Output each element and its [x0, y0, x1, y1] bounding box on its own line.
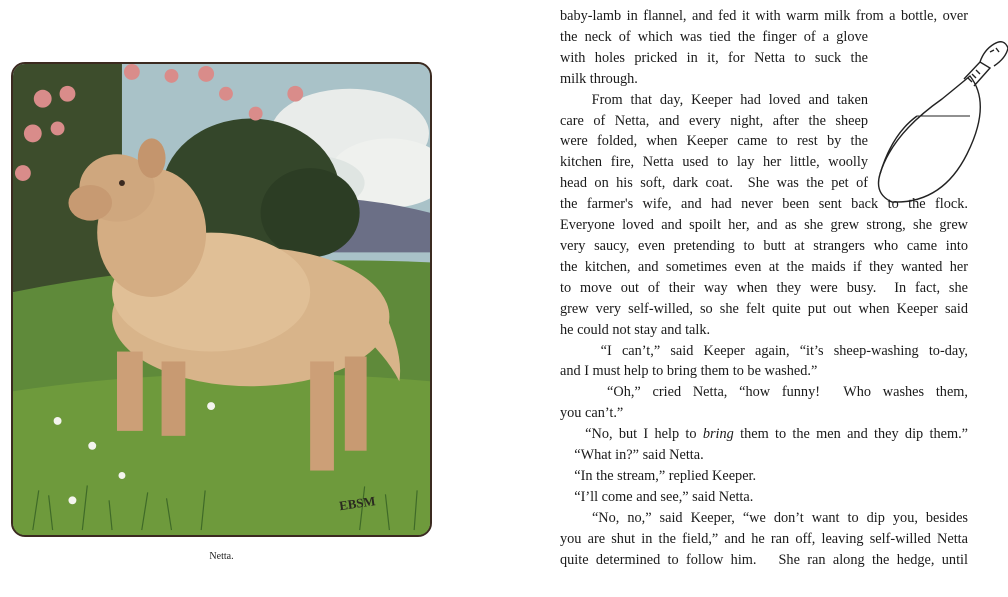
text-line: head on his soft, dark coat. She was the pet of: [560, 175, 868, 192]
text-line: baby-lamb in flannel, and fed it with warm milk from a bottle, over: [560, 8, 968, 24]
text-segment: “No, but I help to: [560, 426, 703, 443]
text-line: he could not stay and talk.: [560, 321, 711, 338]
text-line: “Oh,” cried Netta, “how funny! Who washes them,: [560, 384, 968, 401]
text-line: [560, 424, 968, 445]
text-line: “What in?” said Netta.: [560, 447, 704, 464]
text-line: From that day, Keeper had loved and taken: [560, 91, 868, 108]
text-line: the farmer's wife, and had never been sent back to the flock.: [560, 196, 968, 213]
illustration-caption: Netta.: [209, 551, 234, 562]
emphasized-word: bring: [702, 426, 734, 443]
text-line: with holes pricked in it, for Netta to suck the: [560, 49, 868, 66]
text-line: the kitchen, and sometimes even at the maids if they wanted her: [560, 258, 968, 275]
story-text: [560, 6, 968, 570]
text-line: you can’t.”: [560, 405, 624, 422]
text-line: quite determined to follow him. She ran along the hedge, until: [560, 551, 968, 568]
text-line: milk through.: [560, 70, 638, 87]
artist-signature: EBSM: [338, 494, 377, 514]
text-segment: them to the men and they dip them.”: [733, 426, 968, 443]
text-line: kitchen fire, Netta used to lay her little, woolly: [560, 154, 868, 171]
text-line: “In the stream,” replied Keeper.: [560, 467, 757, 484]
text-line: very saucy, even pretending to butt at strangers who came into: [560, 237, 968, 254]
text-line: “I can’t,” said Keeper again, “it’s sheep-washing to-day,: [560, 342, 968, 359]
text-line: you are shut in the field,” and he ran off, leaving self-willed Netta: [560, 530, 968, 547]
text-line: were folded, when Keeper came to rest by the: [560, 133, 868, 150]
text-line: grew very self-willed, so she felt quite put out when Keeper said: [560, 300, 968, 317]
lamb-illustration: [11, 62, 432, 537]
text-line: to move out of their way when they were busy. In fact, she: [560, 279, 968, 296]
text-line: Everyone loved and spoilt her, and as she grew strong, she grew: [560, 217, 968, 234]
text-line: care of Netta, and every night, after the sheep: [560, 112, 868, 129]
text-line: the neck of which was tied the finger of a glove: [560, 28, 868, 45]
right-page: [510, 0, 1008, 597]
text-line: “I’ll come and see,” said Netta.: [560, 488, 754, 505]
lamb-painting: [13, 64, 430, 535]
text-line: and I must help to bring them to be washed.”: [560, 363, 818, 380]
text-line: “No, no,” said Keeper, “we don’t want to dip you, besides: [560, 509, 968, 526]
